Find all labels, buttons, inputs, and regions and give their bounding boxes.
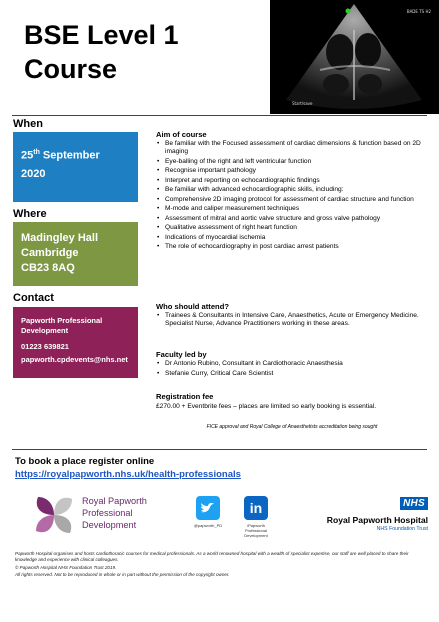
top-divider bbox=[12, 115, 427, 116]
echo-caption: Start/save bbox=[292, 101, 313, 106]
rp-pinwheel-icon bbox=[30, 493, 78, 537]
echo-header-text: BADE TS H2 bbox=[406, 9, 431, 14]
list-item: • Eye-balling of the right and left ventricular function bbox=[156, 158, 428, 166]
nhs-logo bbox=[308, 493, 428, 533]
list-item: • Qualitative assessment of right heart function bbox=[156, 224, 428, 232]
green-marker-icon bbox=[346, 9, 351, 14]
list-item: • Be familiar with advanced echocardiographic skills, including: bbox=[156, 186, 428, 194]
aim-section bbox=[156, 130, 428, 253]
when-box: 25th September 2020 bbox=[13, 132, 138, 202]
aim-list bbox=[156, 140, 428, 251]
aim-heading: Aim of course bbox=[156, 130, 207, 139]
twitter-icon[interactable] bbox=[196, 496, 220, 520]
contact-box: Papworth Professional Development 01223 639821 papworth.cpdevents@nhs.net bbox=[13, 307, 138, 378]
nhs-hospital-name: Royal Papworth Hospital bbox=[326, 515, 428, 525]
echo-scan-graphic bbox=[270, 0, 439, 114]
footer-copyright: © Papworth Hospital NHS Foundation Trust 2019. bbox=[15, 565, 117, 571]
list-item: • The role of echocardiography in post cardiac arrest patients bbox=[156, 243, 428, 251]
booking-text: To book a place register online bbox=[15, 456, 155, 467]
fee-section bbox=[156, 392, 428, 411]
list-item: • Be familiar with the Focused assessment of cardiac dimensions & function based on 2D imaging bbox=[156, 140, 428, 156]
nhs-badge: NHS bbox=[400, 497, 428, 510]
list-item: • M-mode and caliper measurement techniques bbox=[156, 205, 428, 213]
middle-divider bbox=[12, 449, 427, 450]
attend-section bbox=[156, 302, 428, 330]
footer-about: Papworth Hospital organises and hosts cardiothoracic courses for medical professionals. As a world renowned hospital with a wealth of specialist expertise, our staff are well placed to share their knowledge and experience with clinical colleagues. bbox=[15, 551, 409, 563]
list-item: • Indications of myocardial ischemia bbox=[156, 234, 428, 242]
faculty-heading: Faculty led by bbox=[156, 350, 207, 359]
linkedin-icon[interactable]: in bbox=[244, 496, 268, 520]
contact-phone: 01223 639821 bbox=[21, 342, 69, 351]
booking-link[interactable]: https://royalpapworth.nhs.uk/health-professionals bbox=[15, 469, 241, 480]
twitter-link[interactable] bbox=[188, 496, 228, 528]
faculty-section bbox=[156, 350, 428, 379]
list-item: • Comprehensive 2D imaging protocol for assessment of cardiac structure and function bbox=[156, 196, 428, 204]
fee-text: £270.00 + Eventbrite fees – places are limited so early booking is essential. bbox=[156, 403, 377, 410]
footer bbox=[15, 551, 427, 580]
linkedin-link[interactable] bbox=[236, 496, 276, 538]
linkedin-handle: /Papworth Professional Development bbox=[244, 523, 268, 538]
list-item: • Stefanie Curry, Critical Care Scientist bbox=[156, 370, 428, 378]
where-label: Where bbox=[13, 208, 47, 220]
booking-section bbox=[15, 455, 241, 481]
rp-professional-development-logo: Royal Papworth Professional Development bbox=[30, 493, 180, 537]
where-box: Madingley Hall Cambridge CB23 8AQ bbox=[13, 222, 138, 286]
list-item: • Recognise important pathology bbox=[156, 167, 428, 175]
list-item: • Dr Antonio Rubino, Consultant in Cardiothoracic Anaesthesia bbox=[156, 360, 428, 368]
fee-heading: Registration fee bbox=[156, 392, 214, 401]
attend-heading: Who should attend? bbox=[156, 302, 229, 311]
when-label: When bbox=[13, 118, 43, 130]
echocardiogram-image bbox=[270, 0, 439, 114]
list-item: • Trainees & Consultants in Intensive Care, Anaesthetics, Acute or Emergency Medicine. Specialist Nurse, Advance Practitioners working in these areas. bbox=[156, 312, 428, 328]
accreditation-note: FICE approval and Royal College of Anaesthetists accreditation being sought bbox=[206, 424, 378, 430]
contact-email[interactable]: papworth.cpdevents@nhs.net bbox=[21, 355, 128, 364]
list-item: • Interpret and reporting on echocardiographic findings bbox=[156, 177, 428, 185]
twitter-handle: @papworth_PD bbox=[193, 523, 223, 528]
footer-rights: All rights reserved. Not to be reproduced in whole or in part without the permission of the copyright owner. bbox=[15, 571, 230, 577]
contact-label: Contact bbox=[13, 292, 54, 304]
course-title: BSE Level 1 Course bbox=[24, 20, 179, 84]
list-item: • Assessment of mitral and aortic valve structure and gross valve pathology bbox=[156, 215, 428, 223]
nhs-trust-name: NHS Foundation Trust bbox=[376, 526, 428, 532]
